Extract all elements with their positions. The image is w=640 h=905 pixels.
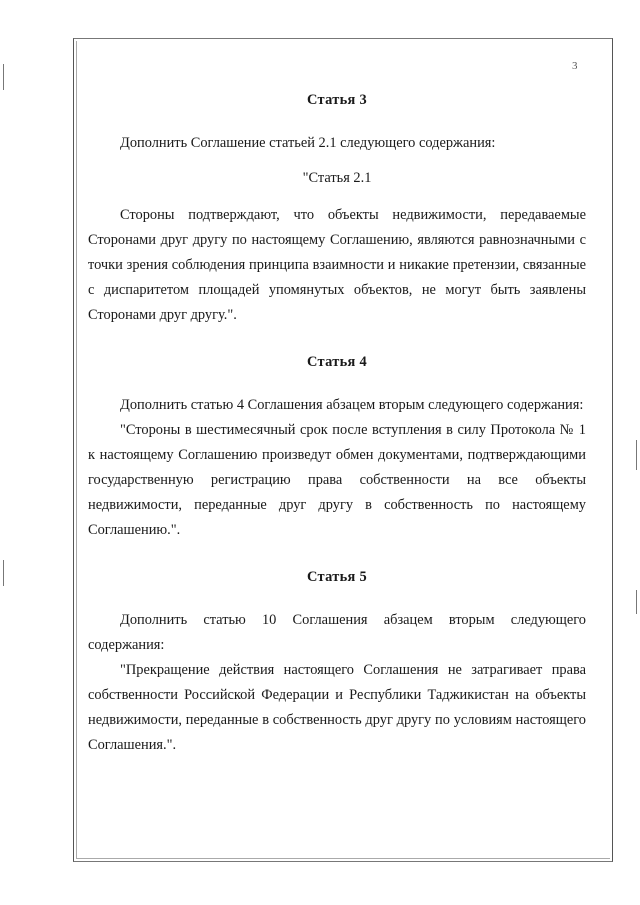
document-body	[88, 88, 586, 758]
article-3-body: Стороны подтверждают, что объекты недвижимости, передаваемые Сторонами друг другу по настоящему Соглашению, являются равнозначными с точки зрения соблюдения принципа взаимности и никакие претензии, связанные с диспаритетом площадей упомянутых объектов, не могут быть заявлены Сторонами друг другу.".	[88, 207, 586, 323]
scan-edge-mark	[636, 440, 637, 470]
article-4	[88, 350, 586, 543]
article-5-intro: Дополнить статью 10 Соглашения абзацем вторым следующего содержания:	[88, 612, 586, 653]
scan-edge-mark	[3, 560, 4, 586]
page-number: 3	[572, 60, 578, 72]
article-3-heading: Статья 3	[307, 92, 367, 108]
article-5-heading: Статья 5	[307, 569, 367, 585]
article-4-heading: Статья 4	[307, 354, 367, 370]
article-4-body: "Стороны в шестимесячный срок после вступления в силу Протокола № 1 к настоящему Соглашению произведут обмен документами, подтверждающими государственную регистрацию права собственности на все объекты недвижимости, переданные друг другу в собственность по настоящему Соглашению.".	[88, 422, 586, 538]
article-3	[88, 88, 586, 328]
article-5	[88, 565, 586, 758]
article-3-sub-heading: "Статья 2.1	[302, 170, 372, 186]
scan-edge-mark	[636, 590, 637, 614]
article-3-intro: Дополнить Соглашение статьей 2.1 следующего содержания:	[120, 135, 496, 151]
scan-edge-mark	[3, 64, 4, 90]
article-4-intro: Дополнить статью 4 Соглашения абзацем вторым следующего содержания:	[120, 397, 584, 413]
article-5-body: "Прекращение действия настоящего Соглашения не затрагивает права собственности Российской Федерации и Республики Таджикистан на объекты недвижимости, переданные в собственность друг другу по условиям настоящего Соглашения.".	[88, 662, 586, 753]
